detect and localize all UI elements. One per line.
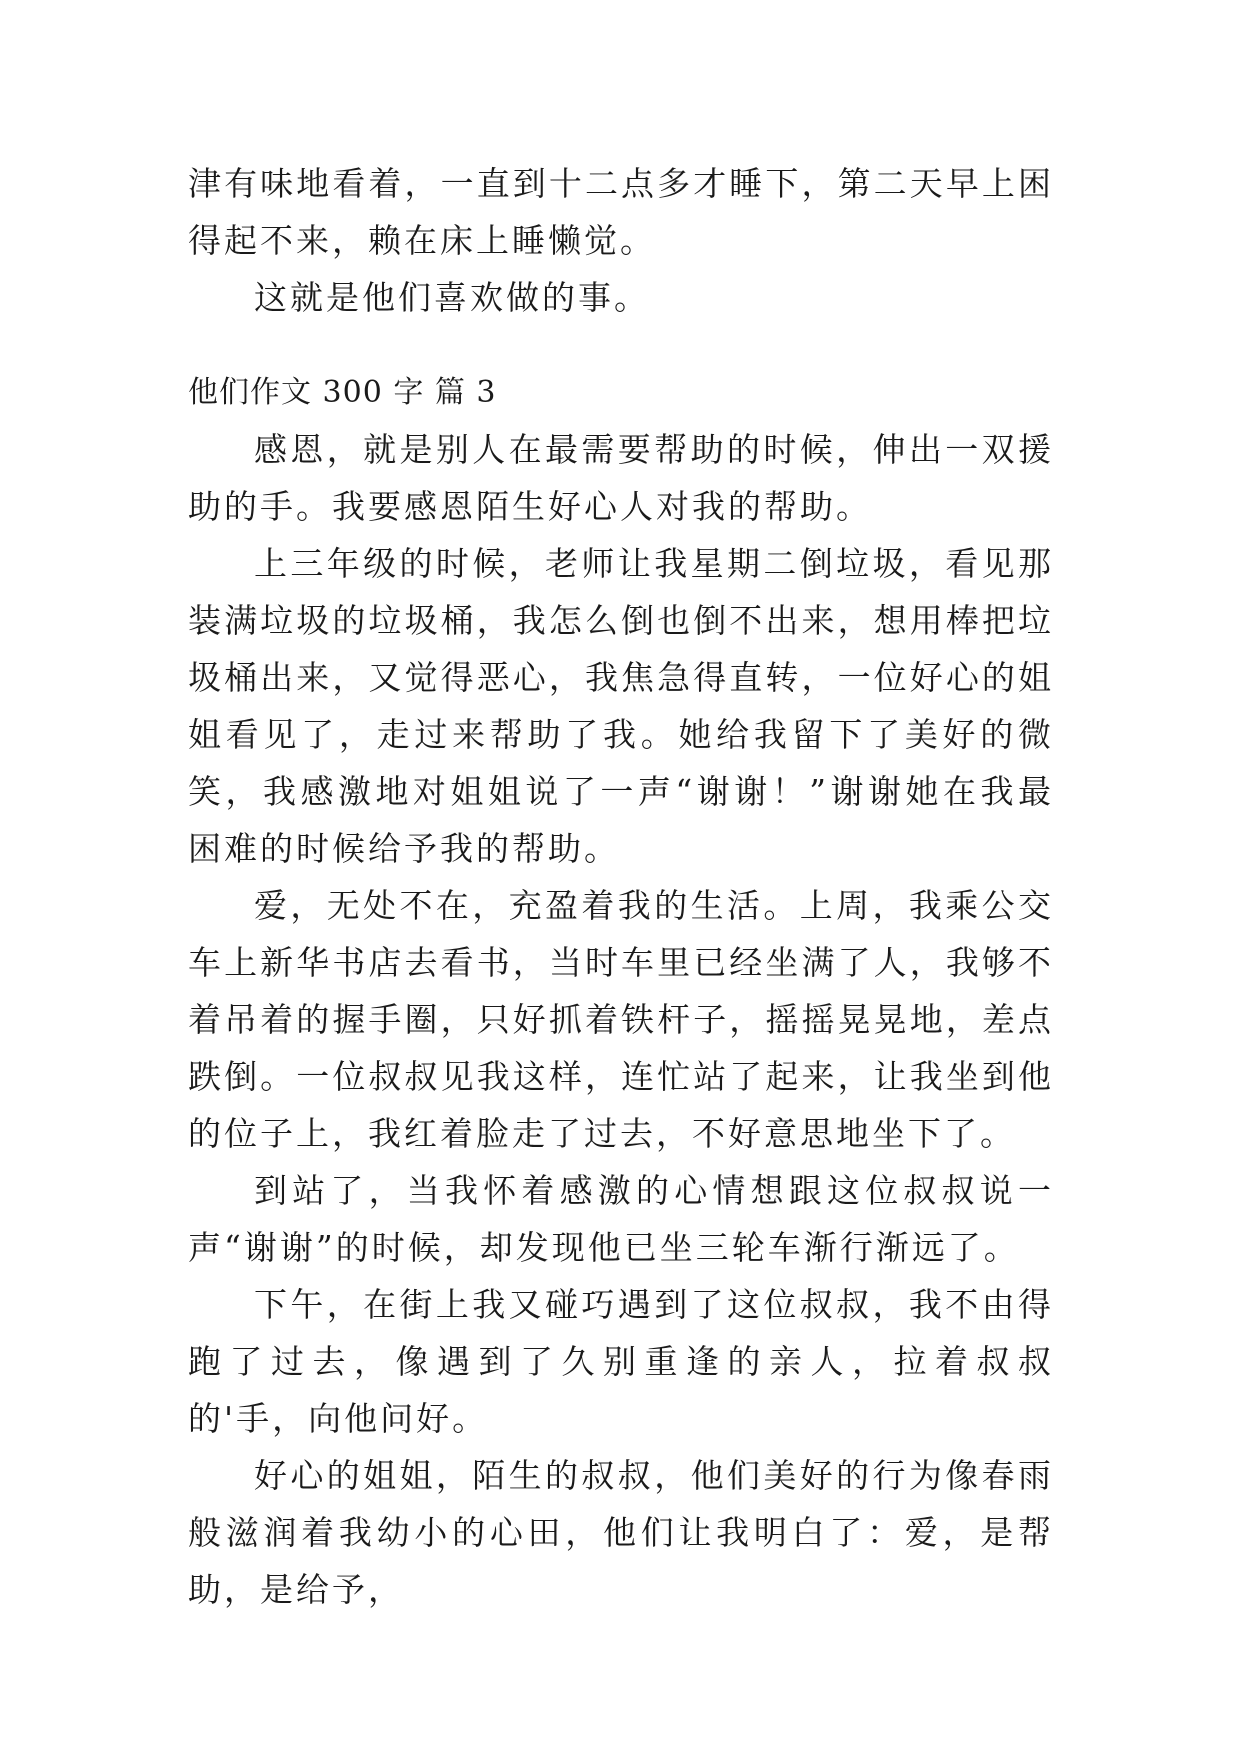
paragraph: 到站了，当我怀着感激的心情想跟这位叔叔说一声“谢谢”的时候，却发现他已坐三轮车渐行渐远了。: [188, 1171, 1054, 1267]
section-title: 他们作文 300 字 篇 3: [188, 375, 497, 410]
paragraph: 下午，在街上我又碰巧遇到了这位叔叔，我不由得跑了过去，像遇到了久别重逢的亲人，拉着叔叔的'手，向他问好。: [188, 1285, 1054, 1438]
paragraph: 好心的姐姐，陌生的叔叔，他们美好的行为像春雨般滋润着我幼小的心田，他们让我明白了：爱，是帮助，是给予，: [188, 1456, 1054, 1609]
continued-paragraph: 津有味地看着，一直到十二点多才睡下，第二天早上困得起不来，赖在床上睡懒觉。: [188, 164, 1054, 260]
paragraph: 上三年级的时候，老师让我星期二倒垃圾，看见那装满垃圾的垃圾桶，我怎么倒也倒不出来，想用棒把垃圾桶出来，又觉得恶心，我焦急得直转，一位好心的姐姐看见了，走过来帮助了我。她给我留下了美好的微笑，我感激地对姐姐说了一声“谢谢！”谢谢她在我最困难的时候给予我的帮助。: [188, 544, 1054, 868]
paragraph: 感恩，就是别人在最需要帮助的时候，伸出一双援助的手。我要感恩陌生好心人对我的帮助。: [188, 430, 1054, 526]
closing-paragraph: 这就是他们喜欢做的事。: [254, 278, 650, 317]
document-page: [188, 155, 1054, 1618]
section-spacer: [188, 326, 1054, 364]
paragraph: 爱，无处不在，充盈着我的生活。上周，我乘公交车上新华书店去看书，当时车里已经坐满了人，我够不着吊着的握手圈，只好抓着铁杆子，摇摇晃晃地，差点跌倒。一位叔叔见我这样，连忙站了起来，让我坐到他的位子上，我红着脸走了过去，不好意思地坐下了。: [188, 886, 1054, 1153]
